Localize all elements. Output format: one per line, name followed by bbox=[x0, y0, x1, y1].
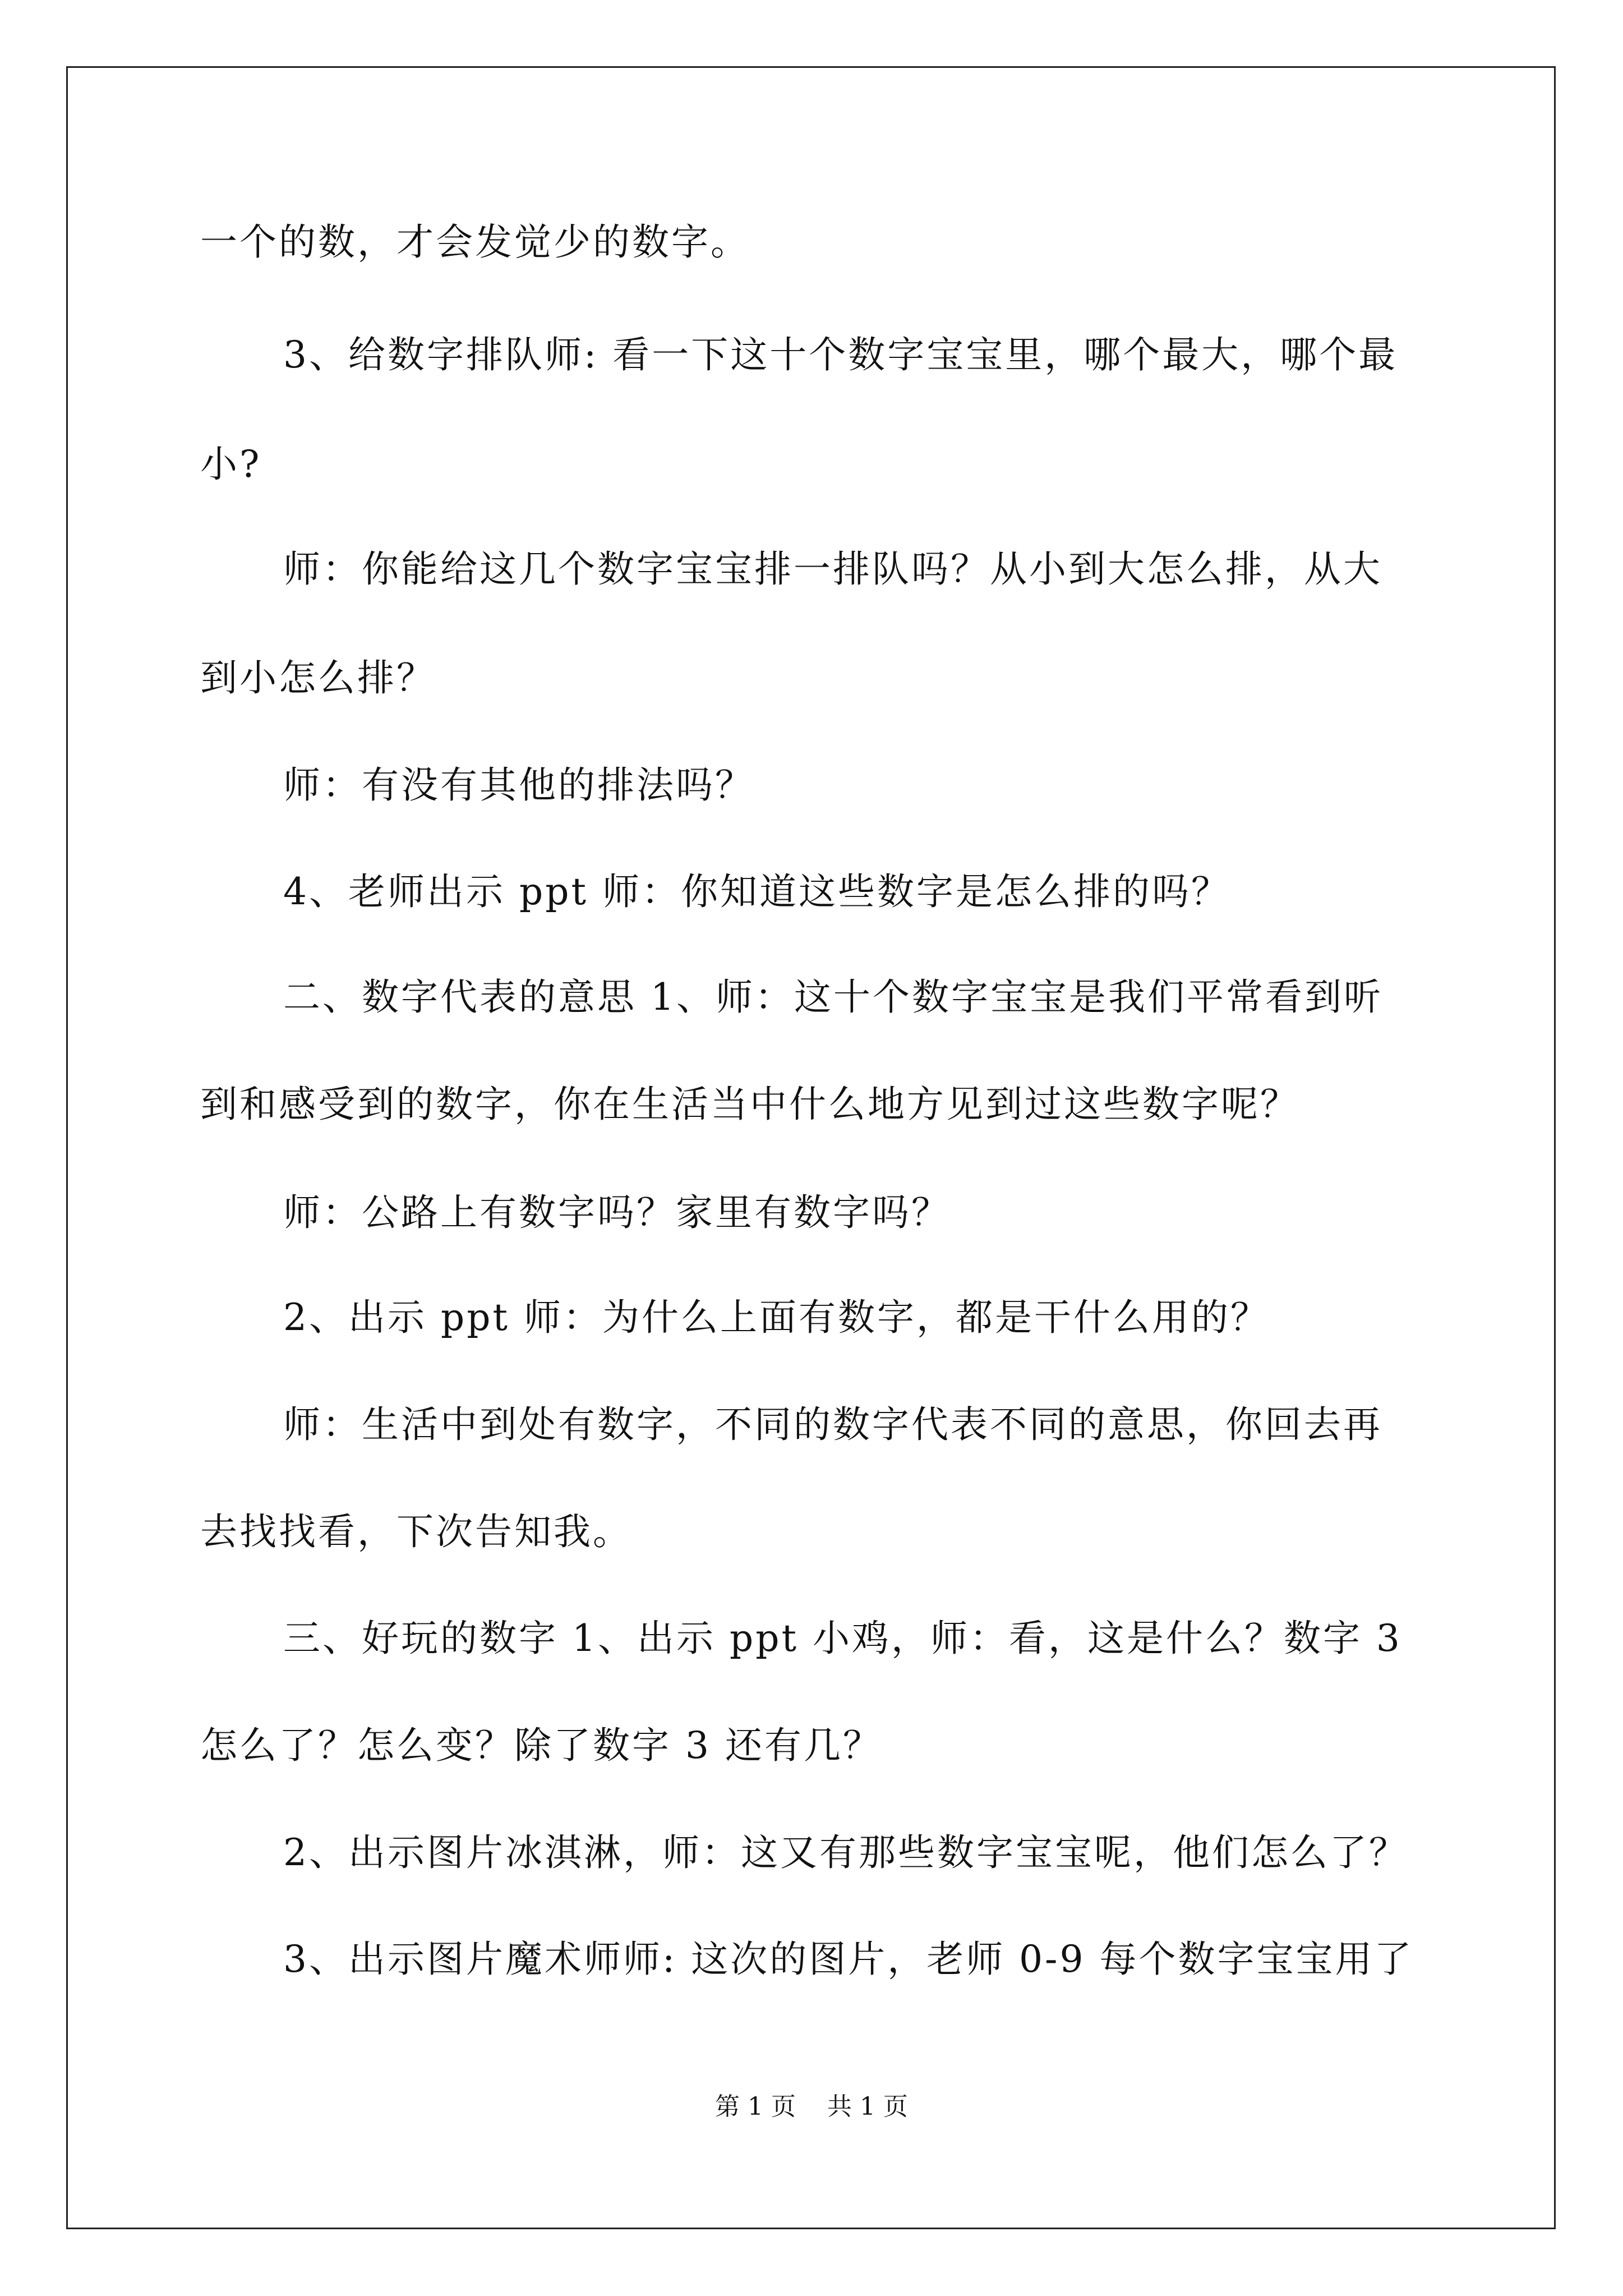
text-line: 3、给数字排队师: 看一下这十个数字宝宝里，哪个最大，哪个最 bbox=[283, 333, 1398, 376]
text-line: 师：生活中到处有数字，不同的数字代表不同的意思，你回去再 bbox=[283, 1403, 1382, 1446]
text-line: 到小怎么排？ bbox=[200, 656, 436, 700]
text-line: 二、数字代表的意思 1、师：这十个数字宝宝是我们平常看到听 bbox=[283, 976, 1383, 1019]
text-line: 师：你能给这几个数字宝宝排一排队吗？从小到大怎么排，从大 bbox=[283, 547, 1382, 591]
text-line: 一个的数，才会发觉少的数字。 bbox=[200, 220, 750, 264]
text-line: 师：有没有其他的排法吗？ bbox=[283, 763, 754, 807]
text-line: 2、出示图片冰淇淋，师：这又有那些数字宝宝呢，他们怎么了？ bbox=[283, 1831, 1408, 1874]
text-line: 3、出示图片魔术师师: 这次的图片，老师 0-9 每个数字宝宝用了 bbox=[283, 1938, 1414, 1981]
page-footer: 第 1 页 共 1 页 bbox=[715, 2092, 908, 2121]
page-border bbox=[66, 66, 1556, 2229]
text-line: 三、好玩的数字 1、出示 ppt 小鸡，师：看，这是什么？数字 3 bbox=[283, 1617, 1402, 1660]
text-line: 师：公路上有数字吗？家里有数字吗？ bbox=[283, 1191, 951, 1234]
text-line: 4、老师出示 ppt 师：你知道这些数字是怎么排的吗？ bbox=[283, 870, 1230, 913]
text-line: 2、出示 ppt 师：为什么上面有数字，都是干什么用的？ bbox=[283, 1296, 1270, 1339]
text-line: 怎么了？怎么变？除了数字 3 还有几？ bbox=[200, 1724, 882, 1767]
text-line: 去找找看，下次告知我。 bbox=[200, 1510, 632, 1553]
text-line: 小? bbox=[200, 443, 262, 486]
text-line: 到和感受到的数字，你在生活当中什么地方见到过这些数字呢？ bbox=[200, 1083, 1299, 1126]
